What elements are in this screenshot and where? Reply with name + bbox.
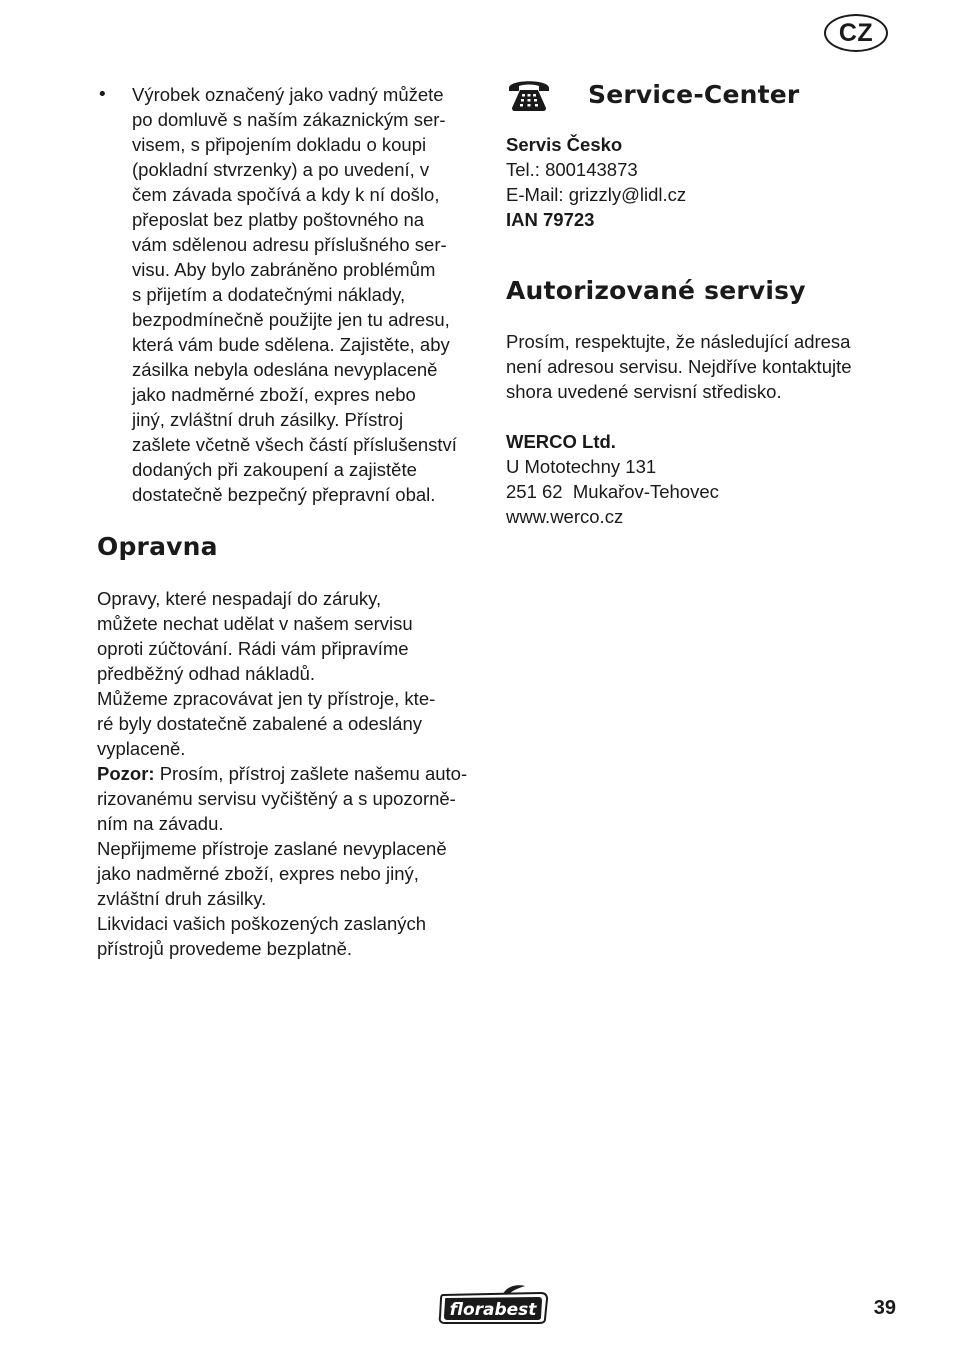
text-line: Likvidaci vašich poškozených zaslaných: [97, 913, 427, 934]
text-line: přeposlat bez platby poštovného na: [132, 209, 425, 230]
bullet-icon: •: [97, 84, 108, 105]
company-name: WERCO Ltd.: [506, 431, 616, 452]
text-line: předběžný odhad nákladů.: [97, 663, 316, 684]
text-line: Prosím, respektujte, že následující adresa: [506, 331, 851, 352]
return-instructions-bullet: [97, 82, 487, 507]
service-tel: Tel.: 800143873: [506, 159, 638, 180]
text-line: shora uvedené servisní středisko.: [506, 381, 782, 402]
text-line: která vám bude sdělena. Zajistěte, aby: [132, 334, 450, 355]
address-city: 251 62 Mukařov-Tehovec: [506, 481, 719, 502]
service-ian: IAN 79723: [506, 209, 595, 230]
text-line: dodaných při zakoupení a zajistěte: [132, 459, 417, 480]
authorized-service-text: [506, 329, 906, 404]
service-center-header: [506, 74, 906, 114]
text-line: zvláštní druh zásilky.: [97, 888, 267, 909]
text-line: čem závada spočívá a kdy k ní došlo,: [132, 184, 440, 205]
text-line: visem, s připojením dokladu o koupi: [132, 134, 427, 155]
text-line: jako nadměrné zboží, expres nebo: [132, 384, 416, 405]
text-line: Opravy, které nespadají do záruky,: [97, 588, 382, 609]
text-line: po domluvě s naším zákaznickým ser-: [132, 109, 446, 130]
opravna-text: [97, 586, 487, 961]
svg-text:florabest: florabest: [449, 1300, 537, 1320]
text-line: vyplaceně.: [97, 738, 186, 759]
florabest-logo: [437, 1283, 549, 1325]
text-line: rizovanému servisu vyčištěný a s upozorně-: [97, 788, 456, 809]
text-line: Výrobek označený jako vadný můžete: [132, 84, 444, 105]
text-line: přístrojů provedeme bezplatně.: [97, 938, 353, 959]
authorized-service-heading: Autorizované servisy: [506, 276, 806, 305]
text-line: zásilka nebyla odeslána nevyplaceně: [132, 359, 438, 380]
text-line: ním na závadu.: [97, 813, 224, 834]
text-line: ré byly dostatečně zabalené a odeslány: [97, 713, 422, 734]
company-address: [506, 429, 906, 529]
left-column: [97, 82, 487, 961]
telephone-icon: [506, 75, 552, 113]
pozor-line: [97, 761, 487, 786]
text-line: zašlete včetně všech částí příslušenství: [132, 434, 457, 455]
text-line: dostatečně bezpečný přepravní obal.: [132, 484, 436, 505]
text-line: oproti zúčtování. Rádi vám připravíme: [97, 638, 409, 659]
bullet-text: [132, 82, 487, 507]
pozor-text: Prosím, přístroj zašlete našemu auto-: [154, 763, 468, 784]
right-column: [506, 74, 906, 529]
text-line: Nepřijmeme přístroje zaslané nevyplaceně: [97, 838, 447, 859]
text-line: vám sdělenou adresu příslušného ser-: [132, 234, 447, 255]
text-line: bezpodmínečně použijte jen tu adresu,: [132, 309, 450, 330]
pozor-label: Pozor:: [97, 763, 155, 784]
language-badge: CZ: [824, 14, 888, 52]
text-line: visu. Aby bylo zabráněno problémům: [132, 259, 436, 280]
text-line: jiný, zvláštní druh zásilky. Přístroj: [132, 409, 404, 430]
service-email: E-Mail: grizzly@lidl.cz: [506, 184, 687, 205]
company-website: www.werco.cz: [506, 506, 624, 527]
service-center-heading: Service-Center: [588, 79, 800, 109]
text-line: (pokladní stvrzenky) a po uvedení, v: [132, 159, 430, 180]
service-contact: [506, 132, 906, 232]
text-line: jako nadměrné zboží, expres nebo jiný,: [97, 863, 419, 884]
text-line: Můžeme zpracovávat jen ty přístroje, kte-: [97, 688, 436, 709]
text-line: můžete nechat udělat v našem servisu: [97, 613, 413, 634]
address-street: U Mototechny 131: [506, 456, 657, 477]
text-line: s přijetím a dodatečnými náklady,: [132, 284, 406, 305]
page-number: 39: [873, 1297, 896, 1319]
service-name: Servis Česko: [506, 134, 623, 155]
opravna-heading: Opravna: [97, 532, 218, 561]
text-line: není adresou servisu. Nejdříve kontaktujte: [506, 356, 852, 377]
